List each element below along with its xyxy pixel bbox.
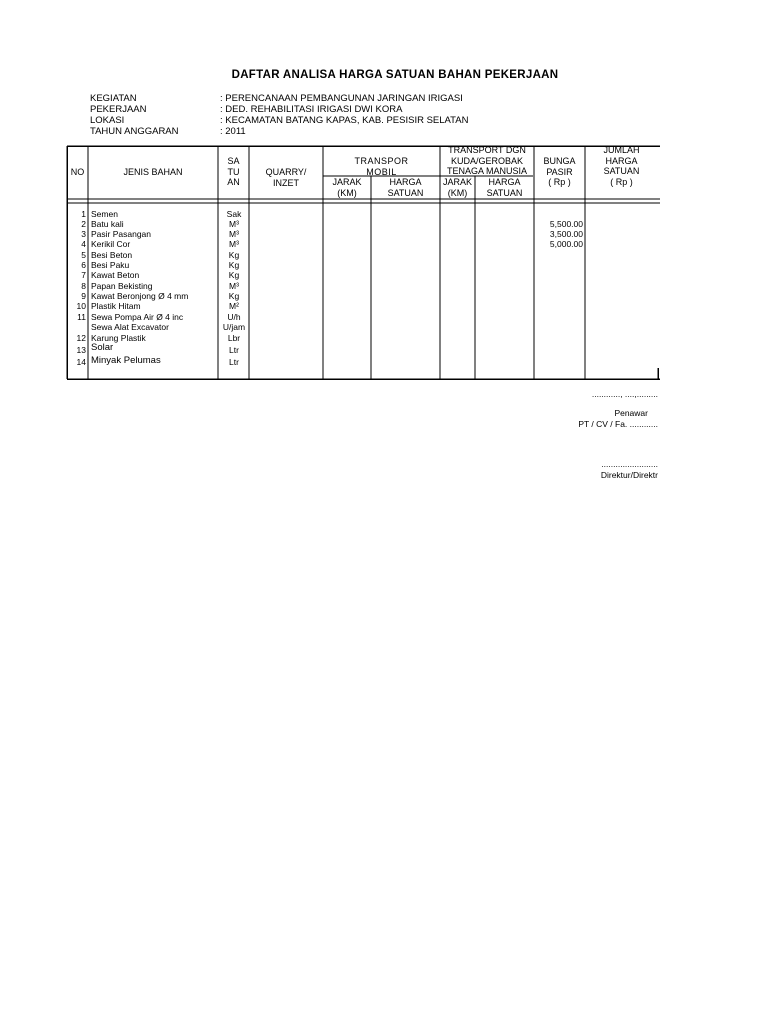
row-number: 7 xyxy=(81,270,86,280)
material-name: Batu kali xyxy=(91,219,124,229)
row-number: 8 xyxy=(81,281,86,291)
header-text: HARGA xyxy=(389,177,422,187)
row-number: 14 xyxy=(76,357,86,367)
header-text: HARGA xyxy=(605,155,638,166)
row-number: 13 xyxy=(76,345,86,355)
header-text: AN xyxy=(227,177,240,187)
meta-value: : PERENCANAAN PEMBANGUNAN JARINGAN IRIGASI xyxy=(220,93,463,104)
header-text: KUDA/GEROBAK xyxy=(450,155,524,166)
meta-row-pekerjaan xyxy=(90,104,468,115)
row-number: 10 xyxy=(76,301,86,311)
header-text: QUARRY/ xyxy=(265,167,307,177)
meta-label: TAHUN ANGGARAN xyxy=(90,126,179,137)
row-number: 3 xyxy=(81,229,86,239)
meta-value: : KECAMATAN BATANG KAPAS, KAB. PESISIR SELATAN xyxy=(220,115,469,126)
header-text: SATUAN xyxy=(603,166,640,176)
meta-row-kegiatan xyxy=(90,93,468,104)
header-text: SATUAN xyxy=(387,187,424,198)
header-satuan xyxy=(218,156,249,188)
row-number: 4 xyxy=(81,239,86,249)
header-text: ( Rp ) xyxy=(610,176,633,187)
material-unit: Kg xyxy=(228,291,240,301)
penawar-label: Penawar xyxy=(614,408,648,418)
header-transport-manusia xyxy=(440,145,534,177)
header-text: TRANSPOR xyxy=(354,156,409,166)
material-name: Semen xyxy=(91,209,118,219)
material-name: Sewa Pompa Air Ø 4 inc xyxy=(91,312,184,322)
material-unit: M³ xyxy=(229,281,239,291)
bunga-pasir-value: 5,500.00 xyxy=(549,219,583,229)
meta-row-lokasi xyxy=(90,115,468,126)
header-text: BUNGA xyxy=(543,156,576,166)
header-jenis-bahan: JENIS BAHAN xyxy=(123,167,183,177)
material-unit: Lbr xyxy=(227,333,241,343)
material-name: Papan Bekisting xyxy=(91,281,153,291)
meta-label: LOKASI xyxy=(90,115,125,126)
material-name: Karung Plastik xyxy=(91,333,146,343)
material-unit: M³ xyxy=(229,239,239,249)
material-unit: M³ xyxy=(229,219,239,229)
material-name: Pasir Pasangan xyxy=(91,229,152,239)
material-name: Plastik Hitam xyxy=(91,301,141,311)
director-label: Direktur/Direktr xyxy=(600,470,658,480)
material-name: Minyak Pelumas xyxy=(91,355,161,366)
company-line: PT / CV / Fa. ............ xyxy=(578,419,658,429)
material-name: Kerikil Cor xyxy=(91,239,131,249)
place-date: ............, ....,......... xyxy=(591,389,658,399)
signature-line: ........................ xyxy=(601,459,658,469)
header-text: JUMLAH xyxy=(603,145,640,155)
header-text: TRANSPORT DGN xyxy=(448,145,526,155)
header-text: (KM) xyxy=(447,187,468,198)
material-unit: Kg xyxy=(228,260,240,270)
header-text: HARGA xyxy=(488,177,521,187)
header-text: MOBIL xyxy=(366,166,397,177)
header-text: SATUAN xyxy=(486,187,523,198)
material-name: Besi Beton xyxy=(91,250,133,260)
header-text: (KM) xyxy=(337,187,357,198)
header-no: NO xyxy=(70,167,85,177)
material-unit: Kg xyxy=(228,270,240,280)
header-text: ( Rp ) xyxy=(548,177,571,187)
header-text: SA xyxy=(227,156,240,166)
bunga-pasir-value: 5,000.00 xyxy=(549,239,583,249)
header-bunga-pasir xyxy=(534,156,585,188)
material-unit: Ltr xyxy=(229,345,239,355)
material-name: Sewa Alat Excavator xyxy=(91,322,169,332)
row-number: 9 xyxy=(81,291,86,301)
material-unit: M³ xyxy=(229,229,239,239)
row-number: 6 xyxy=(81,260,86,270)
header-text: PASIR xyxy=(546,166,573,177)
header-text: TU xyxy=(227,166,240,177)
meta-value: : 2011 xyxy=(220,126,246,137)
header-text: INZET xyxy=(273,177,299,188)
row-number: 5 xyxy=(81,250,86,260)
row-number: 1 xyxy=(81,209,86,219)
material-name: Kawat Beronjong Ø 4 mm xyxy=(91,291,189,301)
material-unit: Kg xyxy=(228,250,240,260)
material-name: Solar xyxy=(91,342,114,353)
material-unit: Ltr xyxy=(229,357,239,367)
meta-label: PEKERJAAN xyxy=(90,104,147,115)
header-jumlah-harga xyxy=(585,145,658,187)
header-jarak-km xyxy=(323,177,371,198)
header-harga-satuan-2 xyxy=(475,177,534,198)
material-unit: U/h xyxy=(227,312,241,322)
material-name: Kawat Beton xyxy=(91,270,140,280)
header-text: JARAK xyxy=(332,177,362,187)
meta-value: : DED. REHABILITASI IRIGASI DWI KORA xyxy=(220,104,403,115)
material-unit: M² xyxy=(229,301,239,311)
header-jarak-km-2 xyxy=(440,177,475,198)
document-title: DAFTAR ANALISA HARGA SATUAN BAHAN PEKERJAAN xyxy=(231,69,559,81)
header-quarry xyxy=(249,167,323,188)
project-info xyxy=(90,93,468,137)
row-number: 2 xyxy=(81,219,86,229)
material-unit: Sak xyxy=(226,209,242,219)
header-text: JARAK xyxy=(442,177,472,187)
bunga-pasir-value: 3,500.00 xyxy=(549,229,583,239)
meta-label: KEGIATAN xyxy=(90,93,137,104)
row-number: 11 xyxy=(77,312,86,322)
row-number: 12 xyxy=(76,333,86,343)
material-name: Besi Paku xyxy=(91,260,130,270)
header-harga-satuan xyxy=(371,177,440,198)
material-unit: U/jam xyxy=(222,322,246,332)
header-text: TENAGA MANUSIA xyxy=(446,166,527,176)
header-transpor-mobil xyxy=(323,156,440,177)
meta-row-tahun xyxy=(90,126,468,137)
